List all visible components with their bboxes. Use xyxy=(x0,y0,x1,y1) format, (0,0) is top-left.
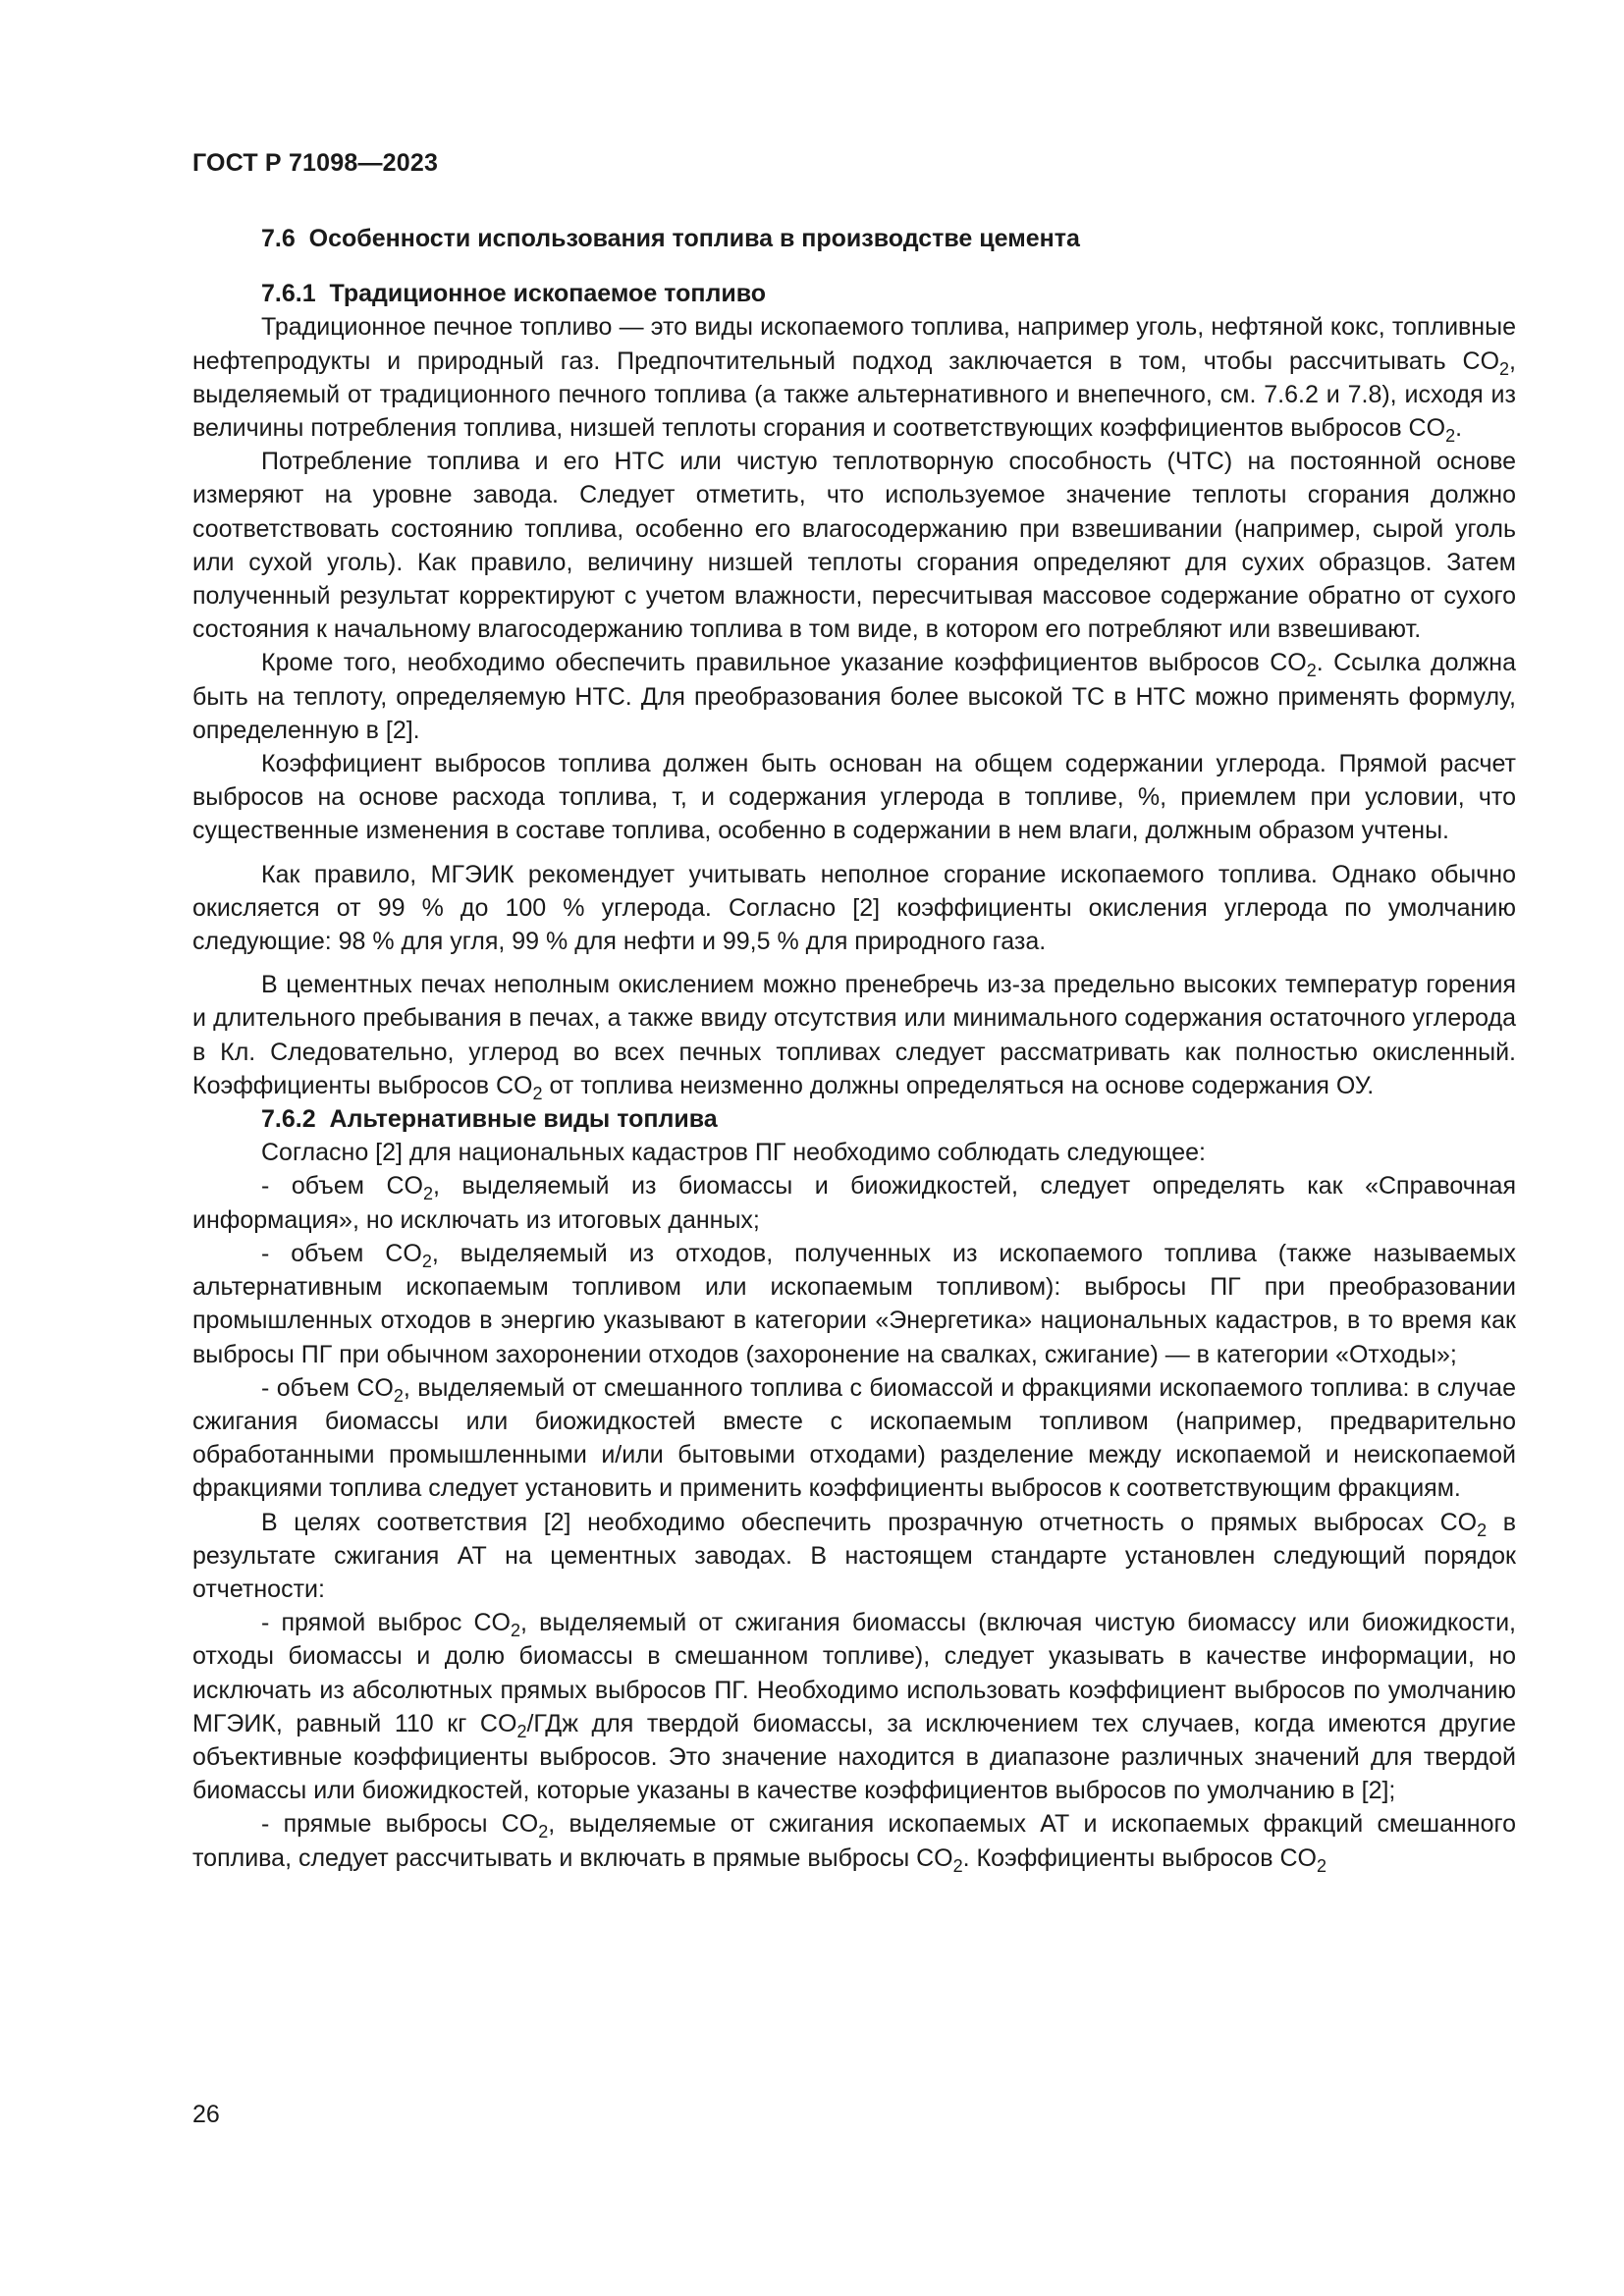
section-number: 7.6 xyxy=(261,225,296,252)
paragraph: Согласно [2] для национальных кадастров ПГ необходимо соблюдать следующее: xyxy=(261,1139,1206,1167)
subsection-number: 7.6.2 xyxy=(261,1105,316,1134)
paragraph: Кроме того, необходимо обеспечить правильное указание коэффициентов выбросов $CO_2$. Ссылка должна быть на теплоту, определяемую НТС. Для преобразования более высокой ТС в НТС можно применять формулу, определенную в [2]. xyxy=(192,649,1516,744)
paragraph: Коэффициент выбросов топлива должен быть основан на общем содержании углерода. Прямой расчет выбросов на основе расхода топлива, т, и содержания углерода в топливе, %, приемлем при условии, что существенные изменения в составе топлива, особенно в содержании в нем влаги, должным образом учтены. xyxy=(192,750,1516,845)
subsection-number: 7.6.1 xyxy=(261,280,316,308)
list-item: - прямые выбросы $CO_2$, выделяемые от сжигания ископаемых АТ и ископаемых фракций смешанного топлива, следует рассчитывать и включать в прямые выбросы $CO_2$. Коэффициенты выбросов $CO_2$ xyxy=(192,1810,1516,1876)
paragraph: Потребление топлива и его НТС или чистую теплотворную способность (ЧТС) на постоянной основе измеряют на уровне завода. Следует отметить, что используемое значение теплоты сгорания должно соответствовать состоянию топлива, особенно его влагосодержанию при взвешивании (например, сырой уголь или сухой уголь). Как правило, величину низшей теплоты сгорания определяют для сухих образцов. Затем полученный результат корректируют с учетом влажности, пересчитывая массовое содержание обратно от сухого состояния к начальному влагосодержанию топлива в том виде, в котором его потребляют или взвешивают. xyxy=(192,448,1516,644)
paragraph: В цементных печах неполным окислением можно пренебречь из-за предельно высоких температур горения и длительного пребывания в печах, а также ввиду отсутствия или минимального содержания остаточного углерода в Кл. Следовательно, углерод во всех печных топливах следует рассматривать как полностью окисленный. Коэффициенты выбросов $CO_2$ от топлива неизменно должны определяться на основе содержания ОУ. xyxy=(192,971,1516,1103)
list-item: - объем $CO_2$, выделяемый из отходов, полученных из ископаемого топлива (также называемых альтернативным ископаемым топливом или ископаемым топливом): выбросы ПГ при преобразовании промышленных отходов в энергию указывают в категории «Энергетика» национальных кадастров, в то время как выбросы ПГ при обычном захоронении отходов (захоронение на свалках, сжигание) — в категории «Отходы»; xyxy=(192,1239,1517,1368)
subsection-title: Альтернативные виды топлива xyxy=(329,1105,718,1134)
list-item: - объем $CO_2$, выделяемый от смешанного топлива с биомассой и фракциями ископаемого топлива: в случае сжигания биомассы или биожидкостей вместе с ископаемым топливом (например, предварительно обработанными промышленными и/или бытовыми отходами) разделение между ископаемой и неископаемой фракциями топлива следует установить и применить коэффициенты выбросов к соответствующим фракциям. xyxy=(192,1373,1516,1503)
paragraph: Традиционное печное топливо — это виды ископаемого топлива, например уголь, нефтяной кокс, топливные нефтепродукты и природный газ. Предпочтительный подход заключается в том, чтобы рассчитывать $CO_2$, выделяемый от традиционного печного топлива (а также альтернативного и внепечного, см. 7.6.2 и 7.8), исходя из величины потребления топлива, низшей теплоты сгорания и соответствующих коэффициентов выбросов $CO_2$. xyxy=(192,313,1516,446)
standard-code-header: ГОСТ Р 71098—2023 xyxy=(192,149,439,177)
section-heading xyxy=(192,222,1516,255)
document-body xyxy=(192,222,1516,1875)
list-item: - объем $CO_2$, выделяемый из биомассы и биожидкостей, следует определять как «Справочная информация», но исключать из итоговых данных; xyxy=(192,1172,1516,1234)
subsection-heading-7-6-2 xyxy=(192,1102,1516,1136)
list-item: - прямой выброс $CO_2$, выделяемый от сжигания биомассы (включая чистую биомассу или биожидкости, отходы биомассы и долю биомассы в смешанном топливе), следует указывать в качестве информации, но исключать из абсолютных прямых выбросов ПГ. Необходимо использовать коэффициент выбросов по умолчанию МГЭИК, равный 110 кг $CO_2$/ГДж для твердой биомассы, за исключением тех случаев, когда имеются другие объективные коэффициенты выбросов. Это значение находится в диапазоне различных значений для твердой биомассы или биожидкостей, которые указаны в качестве коэффициентов выбросов по умолчанию в [2]; xyxy=(192,1609,1516,1805)
subsection-heading-7-6-1 xyxy=(192,277,1516,310)
section-title: Особенности использования топлива в производстве цемента xyxy=(308,225,1080,252)
page-number: 26 xyxy=(192,2101,220,2128)
paragraph: Как правило, МГЭИК рекомендует учитывать неполное сгорание ископаемого топлива. Однако обычно окисляется от 99 % до 100 % углерода. Согласно [2] коэффициенты окисления углерода по умолчанию следующие: 98 % для угля, 99 % для нефти и 99,5 % для природного газа. xyxy=(192,860,1516,956)
paragraph: В целях соответствия [2] необходимо обеспечить прозрачную отчетность о прямых выбросах $CO_2$ в результате сжигания АТ на цементных заводах. В настоящем стандарте установлен следующий порядок отчетности: xyxy=(192,1508,1517,1603)
subsection-title: Традиционное ископаемое топливо xyxy=(329,280,767,308)
